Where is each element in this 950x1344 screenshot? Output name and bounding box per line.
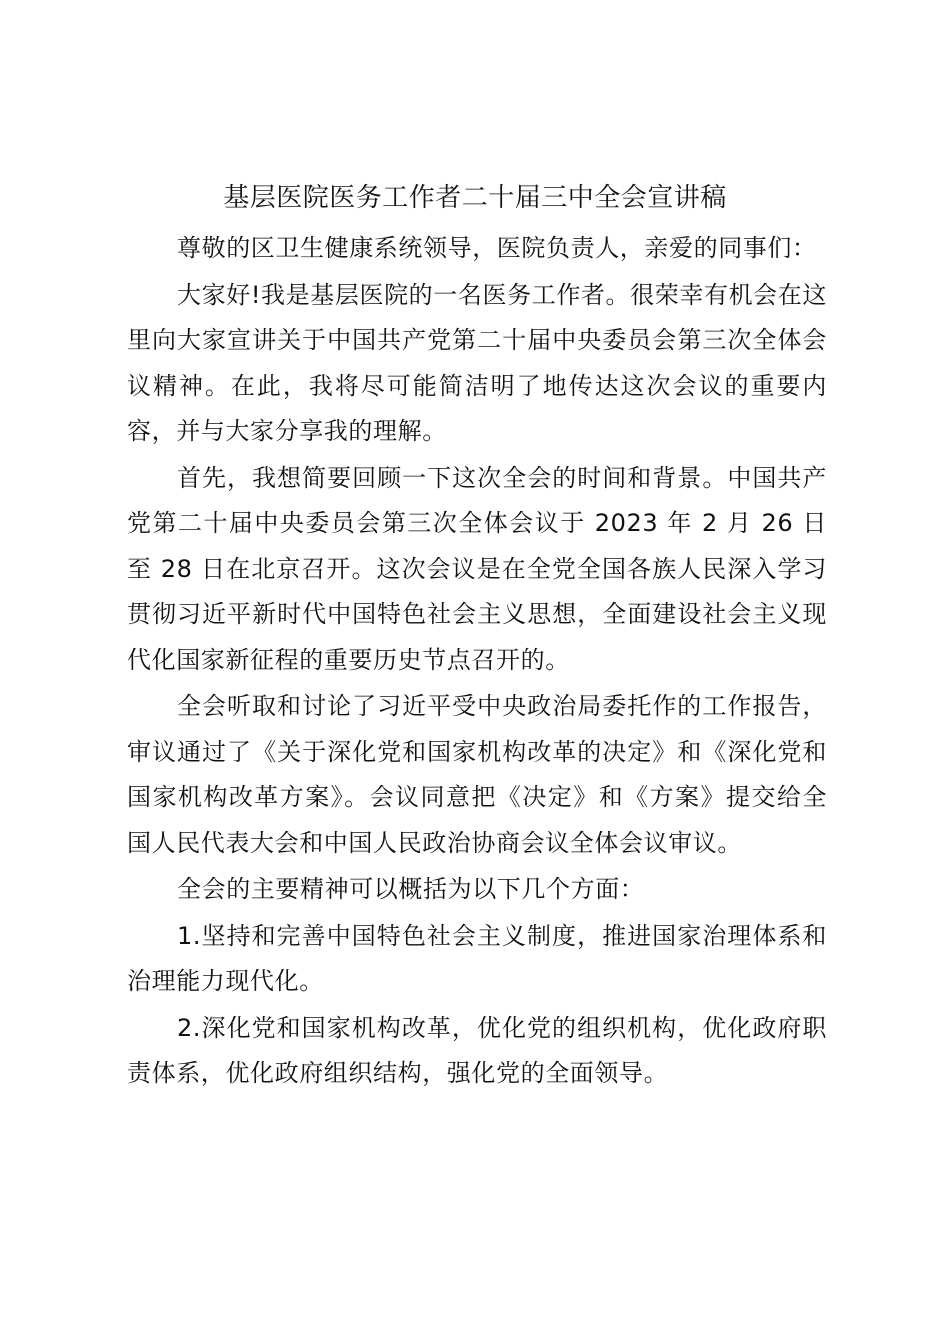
point-2-paragraph: 2.深化党和国家机构改革，优化党的组织机构，优化政府职责体系，优化政府组织结构，强化党的全面领导。 — [127, 1013, 827, 1087]
summary-intro-paragraph: 全会的主要精神可以概括为以下几个方面： — [177, 875, 645, 903]
report-paragraph: 全会听取和讨论了习近平受中央政治局委托作的工作报告，审议通过了《关于深化党和国家机构改革的决定》和《深化党和国家机构改革方案》。会议同意把《决定》和《方案》提交给全国人民代表大会和中国人民政治协商会议全体会议审议。 — [127, 692, 827, 857]
point-1-paragraph: 1.坚持和完善中国特色社会主义制度，推进国家治理体系和治理能力现代化。 — [127, 921, 827, 995]
document-body — [127, 226, 827, 1098]
background-paragraph: 首先，我想简要回顾一下这次全会的时间和背景。中国共产党第二十届中央委员会第三次全体会议于 2023 年 2 月 26 日至 28 日在北京召开。这次会议是在全党全国各族人民深入学习贯彻习近平新时代中国特色社会主义思想，全面建设社会主义现代化国家新征程的重要历史节点召开的。 — [127, 463, 827, 674]
intro-paragraph: 大家好!我是基层医院的一名医务工作者。很荣幸有机会在这里向大家宣讲关于中国共产党第二十届中央委员会第三次全体会议精神。在此，我将尽可能简洁明了地传达这次会议的重要内容，并与大家分享我的理解。 — [127, 280, 827, 445]
document-title: 基层医院医务工作者二十届三中全会宣讲稿 — [223, 183, 727, 213]
greeting-paragraph: 尊敬的区卫生健康系统领导，医院负责人，亲爱的同事们： — [177, 234, 817, 262]
